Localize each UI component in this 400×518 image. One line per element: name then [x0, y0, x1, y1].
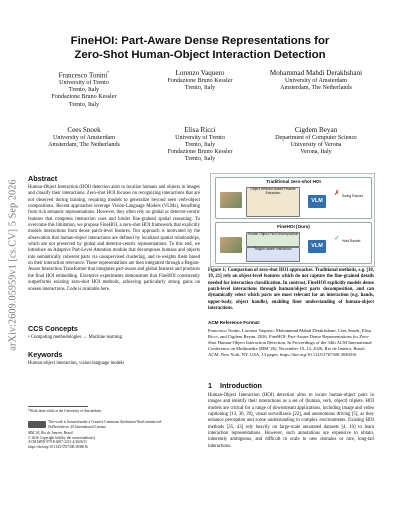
- wrong-icon: ✗: [334, 190, 340, 197]
- author-block-3: [260, 69, 372, 92]
- author-name: Elisa Ricci: [184, 126, 216, 134]
- author-affiliation: Trento, Italy: [184, 156, 216, 163]
- author-affiliation: Verona, Italy: [300, 149, 332, 155]
- author-name: Cigdem Beyan: [294, 126, 338, 134]
- author-affiliation: University of Amsterdam: [285, 77, 347, 84]
- author-affiliation: Department of Computer Science: [275, 134, 357, 141]
- keywords-section: [28, 350, 200, 367]
- author-name: Cees Snoek: [67, 126, 101, 134]
- detector-box-label: Object Detector-based Feature Extraction: [250, 187, 296, 195]
- license-line: NoDerivatives 4.0 International License.: [48, 424, 107, 429]
- figure-caption: [208, 268, 374, 312]
- author-affiliation: Fondazione Bruno Kessler: [51, 94, 117, 101]
- ccs-section: [28, 324, 200, 341]
- author-block-6: [266, 126, 366, 156]
- arxiv-identifier: [4, 170, 22, 360]
- intro-heading: 1 Introduction: [208, 381, 262, 390]
- prediction-a: Swing Racket: [342, 194, 363, 198]
- author-affiliation: University of Trento: [175, 134, 225, 141]
- detector-feature-box: [246, 187, 300, 217]
- prediction-b: Hold Racket: [342, 239, 361, 243]
- ccs-text: • Computing methodologies → Machine learning.: [28, 335, 124, 340]
- author-affiliation: Trento, Italy: [184, 141, 216, 148]
- author-affiliation: University of Trento: [59, 79, 109, 86]
- author-block-1: [46, 69, 122, 109]
- license-block: [48, 420, 200, 429]
- author-affiliation: Amsterdam, The Netherlands: [280, 84, 352, 91]
- ccs-heading: CCS Concepts: [28, 324, 78, 333]
- acm-reference: [208, 320, 374, 357]
- panel-finehoi: [215, 222, 372, 264]
- author-affiliation: Amsterdam, The Netherlands: [48, 141, 120, 148]
- conference-line: MM '26, Rio de Janeiro, Brazil: [28, 431, 73, 435]
- copyright-line: © 2026 Copyright held by the owner/author(s).: [28, 435, 96, 440]
- author-affiliation: Fondazione Bruno Kessler: [167, 77, 233, 84]
- arxiv-id-text: arXiv:2609.05959v1 [cs.CV] 5 Sep 2026: [7, 179, 19, 351]
- panel-a-title: Traditional zero-shot HOI: [266, 179, 321, 184]
- author-block-5: [160, 126, 240, 163]
- author-affiliation: Trento, Italy: [68, 87, 100, 94]
- author-affiliation: University of Amsterdam: [53, 134, 115, 141]
- check-icon: ✓: [334, 235, 340, 242]
- region-interaction-box: [246, 247, 300, 262]
- figure-1: [210, 173, 375, 267]
- introduction-section: [208, 381, 374, 450]
- keywords-heading: Keywords: [28, 350, 63, 359]
- abstract-text: Human-Object Interaction (HOI) detection aims to localize humans and objects in images and classify their interactions. Zero-shot HOI focuses on recognizing interactions that are not observed during training, requiring models to generalize beyond seen verb-object compositions. Recent approaches leverage Vision-Language Models (VLMs), benefiting from rich semantic representations. However, they often rely on global or detector-centric features that compress interaction cues and hinder fine-grained spatial reasoning. To overcome this limitation, we propose FineHOI, a zero-shot HOI framework that explicitly models interactions from dense patch-level features. Our approach is motivated by the observation that human-object interactions are defined by localized spatial relationships, which are not preserved by global and detector-centric representations. To this end, we introduce an Adaptive Part-Level Attention module that decomposes humans and objects into semantically coherent parts via unsupervised clustering, and re-weights them based on their interaction relevance. These representations are then integrated through a Region-Aware Interaction Transformer that integrates part-aware and global features and produces the final HOI embedding. Extensive experiments demonstrate that FineHOI consistently outperforms existing zero-shot HOI methods, achieving particularly strong gains on unseen interactions. Code is available here.: [28, 185, 200, 292]
- abstract-heading: Abstract: [28, 174, 58, 183]
- footnote-rule: [28, 406, 88, 407]
- cc-license-icon: [28, 421, 46, 428]
- abstract-section: [28, 174, 200, 293]
- caption-text: Figure 1: Comparison of zero-shot HOI approaches. Traditional methods, e.g. [18, 19, 21] rely on object-level features which do not capture the fine-grained details needed for interaction classification. In contrast, FineHOI explicitly models dense patch-level interactions through human/object parts decomposition, and can dynamically select which parts are most relevant for an interaction (e.g. hands, upper-body, object handle), enabling finer understanding of human-object interactions.: [208, 268, 374, 312]
- vlm-block: VLM: [308, 195, 326, 208]
- doi-link[interactable]: https://doi.org/10.1145/3767308.3836016: [28, 444, 88, 449]
- part-decomposition-box: [246, 232, 300, 247]
- footnote-text: *Work done while at the University of Amsterdam.: [28, 409, 102, 413]
- title-line-1: FineHOI: Part-Aware Dense Representations for: [70, 35, 330, 47]
- acm-ref-heading: ACM Reference Format:: [208, 320, 261, 325]
- author-affiliation: Fondazione Bruno Kessler: [167, 149, 233, 155]
- author-name: Lorenzo Vaquero: [175, 69, 225, 77]
- intro-text: Human-Object Interaction (HOI) detection aims to locate human-object pairs in images and identify their interactions as a set of ⟨human, verb, object⟩ triplets. HOI models are critical for a range of downstream applications, including image and video captioning [13, 30, 39], visual surveillance [22], and autonomous driving [5], as they enhance perception and scene understanding in complex environments. Existing HOI methods [35, 43] rely heavily on large-scale annotated datasets [4, 10] to learn interaction representations. However, such annotations are expensive to obtain, inherently ambiguous, and difficult to scale to new domains or rare, long-tail interactions.: [208, 393, 374, 449]
- input-image: [220, 237, 242, 253]
- author-affiliation: Trento, Italy: [68, 101, 100, 108]
- author-name: Francesco Tonini*: [58, 70, 110, 80]
- license-line: This work is licensed under a Creative Commons Attribution-NonCommercial-: [48, 420, 162, 424]
- footnote: [28, 409, 200, 414]
- author-affiliation: Trento, Italy: [184, 84, 216, 91]
- vlm-block: VLM: [308, 240, 326, 253]
- acm-ref-text: Francesco Tonini, Lorenzo Vaquero, Mohammad Mahdi Derakhshani, Cees Snoek, Elisa Ricci, and Cigdem Beyan. 2026. FineHOI: Part-Aware Dense Representations for Zero-Shot Human-Object Interaction Detection. In Proceedings of the 34th ACM International Conference on Multimedia (MM '26), November 10–14, 2026, Rio de Janeiro, Brazil. ACM, New York, NY, USA, 13 pages. https://doi.org/10.1145/3767308.3836016: [208, 327, 372, 357]
- panel-traditional: [215, 177, 372, 219]
- title-line-2: Zero-Shot Human-Object Interaction Detection: [74, 49, 326, 61]
- author-affiliation: University of Verona: [290, 141, 342, 148]
- publication-info: [28, 431, 200, 449]
- author-block-4: [42, 126, 126, 149]
- isbn-line: ACM ISBN 979-8-4007-2215-4/2026/11: [28, 440, 87, 444]
- panel-b-title: FineHOI (Ours): [277, 224, 310, 229]
- author-block-2: [160, 69, 240, 92]
- paper-title: [28, 34, 372, 62]
- author-name: Mohammad Mahdi Derakhshani: [269, 69, 363, 77]
- part-box-label: Human Object Part Decomposition: [247, 232, 299, 236]
- region-box-label: Region-aware Interaction: [254, 247, 292, 251]
- keywords-text: Human-object interaction, vision-language models: [28, 361, 125, 366]
- input-image: [220, 192, 242, 208]
